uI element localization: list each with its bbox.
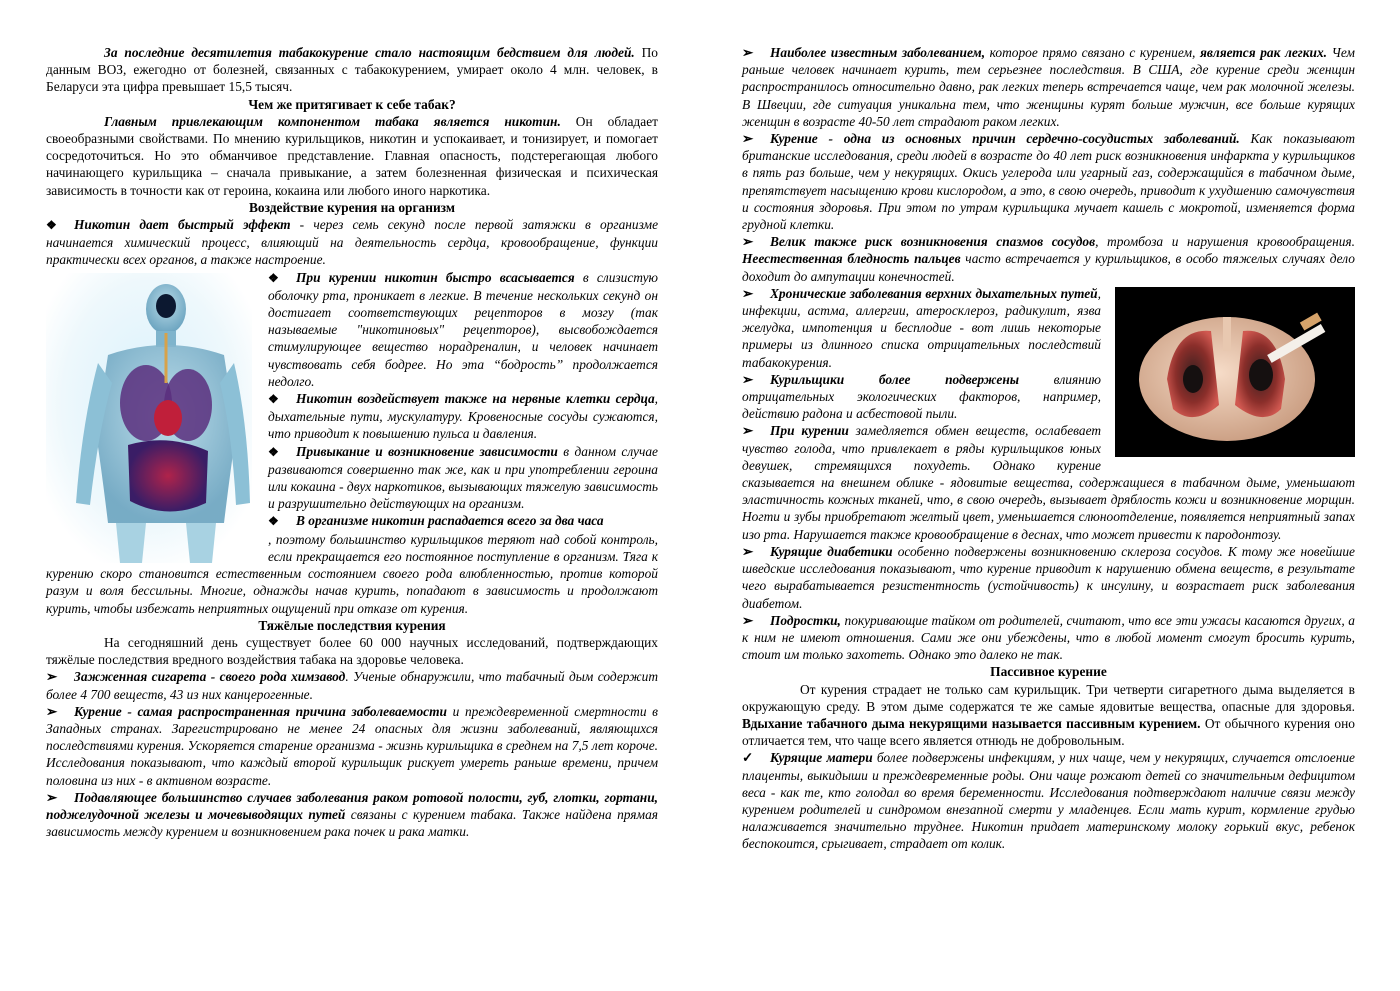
diamond-bullet-icon: ❖ [46, 218, 57, 233]
bullet-morbidity: ➢ Курение - самая распространенная причина заболеваемости и преждевременной смертности в Западных странах. Зарегистрировано не менее 24 опасных для жизни заболеваний, являющихся последствиями курения. Ускоряется старение организма - жизнь курильщика в среднем на 7,5 лет короче. Исследования показывают, что каждый второй курильщик рискует умереть раньше времени, причем половина из них - в активном возрасте. [46, 703, 658, 788]
bullet-cardiovascular: ➢ Курение - одна из основных причин сердечно-сосудистых заболеваний. Как показывают британские исследования, среди людей в возрасте до 40 лет риск возникновения инфаркта у курильщиков в пять раз больше, чем у некурящих. Окись углерода или угарный газ, содержащийся в табачном дыме, препятствует насыщению крови кислородом, а это, в свою очередь, приводит к ухудшению самочувствия и состояния здоровья. При этом по утрам курильщика мучает кашель с мокротой, изменяется форма грудной клетки. [742, 131, 1355, 233]
arrow-bullet-icon: ➢ [742, 543, 754, 559]
heading-effect-on-body: Воздействие курения на организм [248, 199, 455, 215]
left-column [46, 44, 658, 840]
right-column [742, 44, 1355, 853]
bullet-vascular-spasm: ➢ Велик также риск возникновения спазмов сосудов, тромбоза и нарушения кровообращения. Неестественная бледность пальцев часто встречается у курильщиков, в особо тяжелых случаях дело доходит до ампутации конечностей. [742, 234, 1355, 284]
heading-passive-smoking: Пассивное курение [990, 664, 1107, 680]
bullet-heart-cells: ❖ Никотин воздействует также на нервные клетки сердца, дыхательные пути, мускулатуру. Кровеносные сосуды сужаются, что приводит к повышению пульса и давления. [268, 391, 658, 442]
bullet-diabetics: ➢ Курящие диабетики особенно подвержены возникновению склероза сосудов. К тому же новейшие шведские исследования показывают, что курение приводит к нарушению обмена веществ, в результате чего вырабатывается резистентность (устойчивость) к инсулину, и возрастает риск заболевания диабетом. [742, 543, 1355, 611]
nicotine-lead: Главным привлекающим компонентом табака является никотин. [104, 113, 561, 129]
lung-ashtray-photo [1115, 287, 1355, 457]
bullet-smoking-mothers: ✓ Курящие матери более подвержены инфекциям, у них чаще, чем у некурящих, случается отслоение плаценты, выкидыши и преждевременные роды. Они чаще рожают детей со значительным дефицитом веса - как те, кто голодал во время беременности. Исследования подтверждают наличие связи между курением родителей и синдромом внезапной смерти у младенцев. Если мать курит, кормление грудью налаживается значительно труднее. Никотин придает материнскому молоку горький вкус, ребенок беспокоится, срыгивает, страдает от колик. [742, 750, 1355, 852]
bullet-two-hours: ❖ В организме никотин распадается всего за два часа , поэтому большинство курильщиков теряют над собой контроль, если прекращается его постоянное поступление в организм. Тяга к курению скоро становится естественным состоянием своего рода влюбленностью, против которой разум и воля бессильны. Многие, однажды начав курить, попадают в зависимость и продолжают курить, чтобы избежать неприятных ощущений при отказе от курения. [46, 513, 658, 616]
bullet-addiction: ❖ Привыкание и возникновение зависимости в данном случае развиваются совершенно так же, как и при употреблении героина или кокаина - двух наркотиков, вызывающих тяжелую зависимость и разрушительно действующих на организм. [268, 443, 658, 512]
bullet-lung-cancer: ➢ Наиболее известным заболеванием, которое прямо связано с курением, является рак легких. Чем раньше человек начинает курить, тем серьезнее последствия. В США, где курение среди женщин распространилось относительно давно, рак легких теперь встречается чаще, чем рак молочной железы. В Швеции, где ситуация уникальна тем, что женщины курят больше мужчин, все больше курящих женщин в возрасте 40-50 лет страдают раком легких. [742, 45, 1355, 129]
arrow-bullet-icon: ➢ [46, 703, 58, 719]
bullet-metabolism: ➢ При курении замедляется обмен веществ, ослабевает чувство голода, что привлекает в ряды курильщиков юных девушек, стремящихся похудеть. Однако курение сказывается на внешнем облике - ядовитые вещества, содержащиеся в табачном дыме, уменьшают эластичность кожных тканей, что, в свою очередь, вызывает дряблость кожи и возникновение морщин. Ногти и зубы приобретают желтый цвет, уменьшается слюноотделение, появляется неприятный запах изо рта. Нарушается также кровообращение в деснах, что может привести к пародонтозу. [742, 423, 1355, 542]
bullet-environment: ➢ Курильщики более подвержены влиянию отрицательных экологических факторов, например, действию радона и асбестовой пыли. [742, 371, 1101, 422]
check-bullet-icon: ✓ [742, 750, 754, 766]
bullet-teenagers: ➢ Подростки, покуривающие тайком от родителей, считают, что все эти ужасы касаются других, а к ним не имеют отношения. Сами же они убеждены, что в любой момент смогут бросить курить, стоит им только захотеть. Однако это далеко не так. [742, 612, 1355, 663]
arrow-bullet-icon: ➢ [742, 612, 754, 628]
arrow-bullet-icon: ➢ [46, 669, 58, 685]
bullet-cancer: ➢ Подавляющее большинство случаев заболевания раком ротовой полости, губ, глотки, гортани, поджелудочной железы и мочевыводящих путей связаны с курением табака. Также найдена прямая зависимость между курением и возникновением рака почек и рака матки. [46, 789, 658, 840]
heading-consequences: Тяжёлые последствия курения [258, 617, 446, 633]
arrow-bullet-icon: ➢ [742, 371, 754, 387]
heading-tobacco-attraction: Чем же притягивает к себе табак? [248, 96, 456, 112]
arrow-bullet-icon: ➢ [742, 423, 754, 439]
bullet-absorption: ❖ При курении никотин быстро всасывается в слизистую оболочку рта, проникает в легкие. В течение нескольких секунд он достигает соответствующих рецепторов в мозгу (так называемые "никотиновых" рецепторов), высвобождается стимулирующее вещество норадреналин, и человек начинает чувствовать себя бодрее. Но эта “бодрость” продолжается недолго. [46, 269, 658, 390]
research-paragraph: На сегодняшний день существует более 60 000 научных исследований, подтверждающих тяжёлые последствия вредного воздействия табака на здоровье человека. [46, 634, 658, 668]
diamond-bullet-icon: ❖ [268, 444, 279, 459]
intro-text: По данным ВОЗ, ежегодно от болезней, связанных с табакокурением, умирает около 4 млн. человек, в Беларуси эта цифра превышает 15,5 тысяч. [46, 45, 659, 95]
passive-paragraph: От курения страдает не только сам курильщик. Три четверти сигаретного дыма выделяется в окружающую среду. В этом дыме содержатся те же самые ядовитые вещества, опасные для здоровья. Вдыхание табачного дыма некурящими называется пассивным курением. От обычного курения оно отличается тем, что чаще всего является отнюдь не добровольным. [742, 681, 1355, 749]
nicotine-paragraph [46, 113, 658, 199]
arrow-bullet-icon: ➢ [742, 131, 754, 147]
diamond-bullet-icon: ❖ [268, 514, 279, 529]
bullet-fast-effect: ❖ Никотин дает быстрый эффект - через семь секунд после первой затяжки в организме начинается химический процесс, влияющий на деятельность сердца, кровообращение, функции практически всех органов, а также настроение. [46, 217, 659, 268]
intro-paragraph [46, 44, 658, 96]
diamond-bullet-icon: ❖ [268, 392, 279, 407]
diamond-bullet-icon: ❖ [268, 270, 279, 285]
intro-lead: За последние десятилетия табакокурение стало настоящим бедствием для людей. [104, 45, 635, 60]
arrow-bullet-icon: ➢ [742, 234, 754, 250]
human-body-illustration [46, 273, 252, 563]
arrow-bullet-icon: ➢ [742, 45, 754, 60]
nicotine-text: Он обладает своеобразными свойствами. По мнению курильщиков, никотин и успокаивает, и тонизирует, и помогает сосредоточиться. Но это обманчивое представление. Главная опасность, подстерегающая любого начинающего курильщика – сначала привыкание, а затем болезненная физическая и психическая зависимость в точности как от героина, кокаина или любого иного наркотика. [46, 113, 658, 198]
arrow-bullet-icon: ➢ [46, 789, 58, 805]
bullet-respiratory: ➢ Хронические заболевания верхних дыхательных путей, инфекции, астма, аллергии, атеросклероз, радикулит, язва желудка, импотенция и бесплодие - вот лишь некоторые примеры из длинного списка отрицательных последствий табакокурения. [742, 285, 1355, 371]
arrow-bullet-icon: ➢ [742, 285, 754, 301]
bullet-chemical-plant: ➢ Зажженная сигарета - своего рода химзавод. Ученые обнаружили, что табачный дым содержит более 4 700 веществ, 43 из них канцерогенные. [46, 669, 658, 702]
